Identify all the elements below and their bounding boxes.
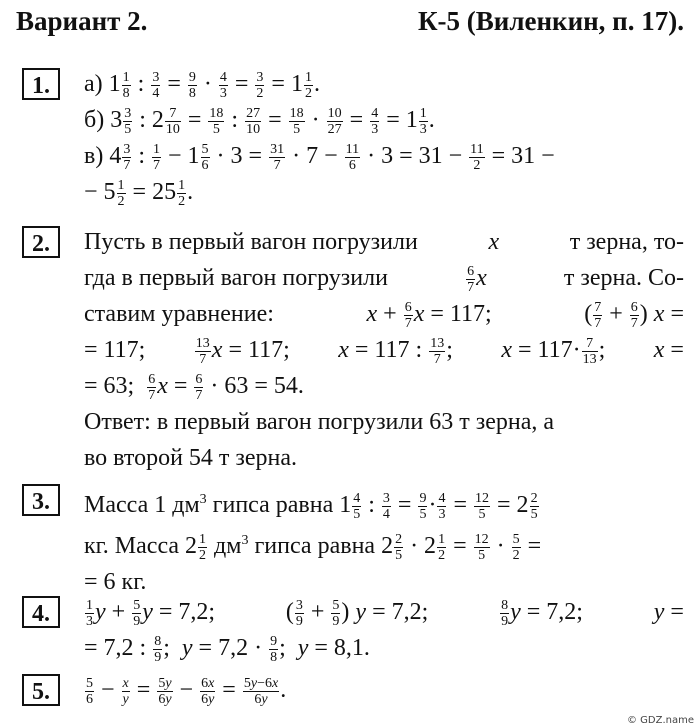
equation-line: $\frac{1}{3}$ y + $\frac{5}{9}$ y = 7,2; ( $\frac{3}{9}$ + $\frac{5}{9}$ ) y = 7,2; $\frac{8}{9}$ y = 7,2; y = [86,597,684,629]
text-line: кг. Масса 2 $\frac{1}{2}$ $дм^3$ гипса равна 2 $\frac{2}{5}$ · 2 $\frac{1}{2}$ = $\frac{12}{5}$ · $\frac{5}{2}$ = [84,531,542,563]
equation-line: = 7,2 : $\frac{8}{9}$ ; y = 7,2 · $\frac{9}{8}$ ; y = 8,1. [84,633,370,665]
text-line: Пусть в первый вагон погрузили x т зерна, то- [84,229,684,255]
problem-body [84,66,684,210]
equation-line: ставим уравнение: x + $\frac{6}{7}$ x = 117; ( $\frac{7}{7}$ + $\frac{6}{7}$ ) x = [84,299,684,331]
problem-number: 2. [22,226,60,258]
problem-body [84,594,684,666]
test-title: К-5 (Виленкин, п. 17). [417,6,684,36]
problem-body [84,224,684,476]
equation-line: = 63; $\frac{6}{7}$ x = $\frac{6}{7}$ · 63 = 54. [84,371,304,403]
problem-4 [22,594,684,668]
solution-line-b: б) 3 $\frac{3}{5}$ : 2 $\frac{7}{10}$ = $\frac{18}{5}$ : $\frac{27}{10}$ = $\frac{18}{5}$ · $\frac{10}{27}$ = $\frac{4}{3}$ = 1 $\frac{1}{3}$ . [84,105,435,137]
problem-number: 3. [22,484,60,516]
solution-line-c: в) 4 $\frac{3}{7}$ : $\frac{1}{7}$ − 1 $\frac{5}{6}$ · 3 = $\frac{31}{7}$ · 7 − $\frac{11}{6}$ · 3 = 31 − $\frac{11}{2}$ = 31 − [84,141,555,173]
problem-1 [22,66,684,216]
problem-body [84,482,684,600]
text-line: гда в первый вагон погрузили $\frac{6}{7}$ x т зерна. Со- [84,263,684,295]
solution-line-a: а) 1 $\frac{1}{8}$ : $\frac{3}{4}$ = $\frac{9}{8}$ · $\frac{4}{3}$ = $\frac{3}{2}$ = 1 $\frac{1}{2}$ . [84,69,320,101]
problem-body [84,672,684,708]
problem-2 [22,224,684,480]
header [16,6,684,40]
equation-line: $\frac{5}{6}$ − $\frac{x}{y}$ = $\frac{5y}{6y}$ − $\frac{6x}{6y}$ = $\frac{5y-6x}{6y}$ . [86,675,287,707]
text-line: Масса 1 $дм^3$ гипса равна 1 $\frac{4}{5}$ : $\frac{3}{4}$ = $\frac{9}{5}$ · $\frac{4}{3}$ = $\frac{12}{5}$ = 2 $\frac{2}{5}$ [84,490,538,522]
problem-number: 5. [22,674,60,706]
answer-line: Ответ: в первый вагон погрузили 63 т зерна, а [84,409,554,435]
problem-3 [22,482,684,595]
text-line: = 6 кг. [84,569,147,595]
equation-line: = 117; $\frac{13}{7}$ x = 117; x = 117 : $\frac{13}{7}$ ; x = 117· $\frac{7}{13}$ ; x = [84,335,684,367]
answer-line: во второй 54 т зерна. [84,445,298,471]
variant-title: Вариант 2. [16,6,148,36]
solution-line-c2: − 5 $\frac{1}{2}$ = 25 $\frac{1}{2}$ . [84,177,194,209]
problem-number: 1. [22,68,60,100]
problem-5 [22,672,684,716]
watermark: © GDZ.name [626,715,694,726]
problem-number: 4. [22,596,60,628]
